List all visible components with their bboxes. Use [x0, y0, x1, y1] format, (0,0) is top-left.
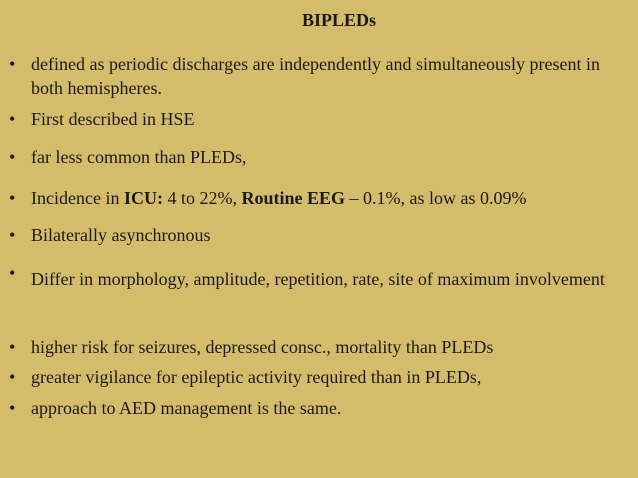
bullet-icon: • — [9, 337, 16, 357]
routine-eeg-value: – 0.1%, as low as 0.09% — [344, 188, 527, 208]
bullet-icon: • — [9, 263, 16, 283]
bullet-item — [9, 395, 624, 421]
bullet-icon: • — [9, 367, 16, 387]
bullet-text: approach to AED management is the same. — [31, 398, 342, 418]
bullet-item — [9, 364, 624, 390]
bullet-icon: • — [9, 188, 16, 208]
bullet-text: higher risk for seizures, depressed consc., mortality than PLEDs — [31, 337, 494, 357]
bullet-text: defined as periodic discharges are independently and simultaneously present in both hemispheres. — [31, 54, 600, 98]
slide-title: BIPLEDs — [301, 10, 377, 30]
bullet-text: Bilaterally asynchronous — [31, 225, 211, 245]
icu-label: ICU: — [123, 188, 163, 208]
incidence-label: Incidence in — [31, 188, 124, 208]
bullet-icon: • — [9, 54, 16, 74]
bullet-icon: • — [9, 398, 16, 418]
bullet-text: greater vigilance for epileptic activity required than in PLEDs, — [31, 367, 482, 387]
bullet-item — [9, 222, 624, 248]
bullet-item — [9, 185, 624, 211]
bullet-text: First described in HSE — [31, 109, 195, 129]
bullet-item — [9, 52, 624, 100]
bullet-icon: • — [9, 109, 16, 129]
routine-eeg-label: Routine EEG — [241, 188, 345, 208]
bullet-icon: • — [9, 147, 16, 167]
bullet-icon: • — [9, 225, 16, 245]
bullet-item — [9, 106, 624, 132]
bullet-item — [9, 144, 624, 170]
bullet-item — [9, 334, 624, 360]
bullet-text — [31, 185, 624, 211]
icu-value: 4 to 22%, — [162, 188, 242, 208]
bullet-text: Differ in morphology, amplitude, repetition, rate, site of maximum involvement — [31, 269, 605, 289]
bullet-item — [9, 260, 624, 298]
bullet-text: far less common than PLEDs, — [31, 147, 247, 167]
